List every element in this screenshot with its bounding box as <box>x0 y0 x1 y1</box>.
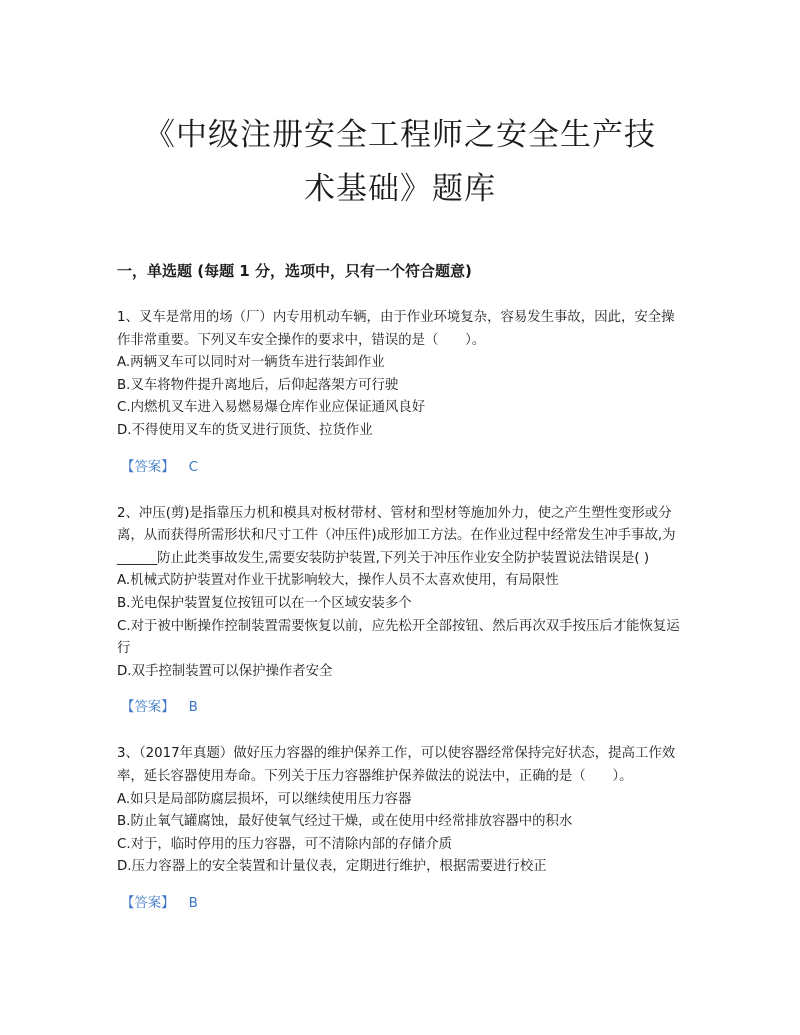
document-title <box>117 0 683 216</box>
option-d: D.压力容器上的安全装置和计量仪表，定期进行维护，根据需要进行校正 <box>117 859 547 875</box>
answer-1 <box>117 457 683 479</box>
answer-value: C <box>188 459 198 475</box>
title-line-1: 《中级注册安全工程师之安全生产技 <box>144 117 656 153</box>
answer-value: B <box>188 700 198 716</box>
answer-3 <box>117 893 683 915</box>
option-d: D.不得使用叉车的货叉进行顶货、拉货作业 <box>117 422 373 438</box>
answer-value: B <box>188 895 198 911</box>
option-a: A.机械式防护装置对作业干扰影响较大，操作人员不太喜欢使用，有局限性 <box>117 573 559 589</box>
question-stem: 1、叉车是常用的场（厂）内专用机动车辆，由于作业环境复杂，容易发生事故，因此，安全操作非常重要。下列叉车安全操作的要求中，错误的是（ ）。 <box>117 310 675 348</box>
option-b: B.叉车将物件提升离地后，后仰起落架方可行驶 <box>117 377 399 393</box>
option-b: B.光电保护装置复位按钮可以在一个区域安装多个 <box>117 595 412 611</box>
answer-2 <box>117 697 683 719</box>
option-d: D.双手控制装置可以保护操作者安全 <box>117 663 333 679</box>
question-1 <box>117 307 683 443</box>
question-3 <box>117 743 683 879</box>
option-c: C.对于被中断操作控制装置需要恢复以前，应先松开全部按钮、然后再次双手按压后才能恢复运行 <box>117 618 680 657</box>
title-line-2: 术基础》题库 <box>304 171 496 207</box>
question-stem: 2、冲压(剪)是指靠压力机和模具对板材带材、管材和型材等施加外力，使之产生塑性变形或分离，从而获得所需形状和尺寸工件（冲压件)成形加工方法。在作业过程中经常发生冲手事故,为______防止此类事故发生,需要安装防护装置,下列关于冲压作业安全防护装置说法错误是( ) <box>117 505 676 566</box>
option-a: A.如只是局部防腐层损坏，可以继续使用压力容器 <box>117 791 412 807</box>
answer-label: 【答案】 <box>121 700 175 716</box>
answer-label: 【答案】 <box>121 459 175 475</box>
option-a: A.两辆叉车可以同时对一辆货车进行装卸作业 <box>117 355 385 371</box>
option-c: C.对于，临时停用的压力容器，可不清除内部的存储介质 <box>117 836 452 852</box>
option-b: B.防止氧气罐腐蚀，最好使氧气经过干燥，或在使用中经常排放容器中的积水 <box>117 814 573 830</box>
question-2 <box>117 503 683 684</box>
question-stem: 3、（2017年真题）做好压力容器的维护保养工作，可以使容器经常保持完好状态，提高工作效率，延长容器使用寿命。下列关于压力容器维护保养做法的说法中，正确的是（ ）。 <box>117 746 676 784</box>
option-c: C.内燃机叉车进入易燃易爆仓库作业应保证通风良好 <box>117 400 426 416</box>
answer-label: 【答案】 <box>121 895 175 911</box>
section-heading: 一，单选题 (每题 1 分，选项中，只有一个符合题意) <box>117 262 472 280</box>
